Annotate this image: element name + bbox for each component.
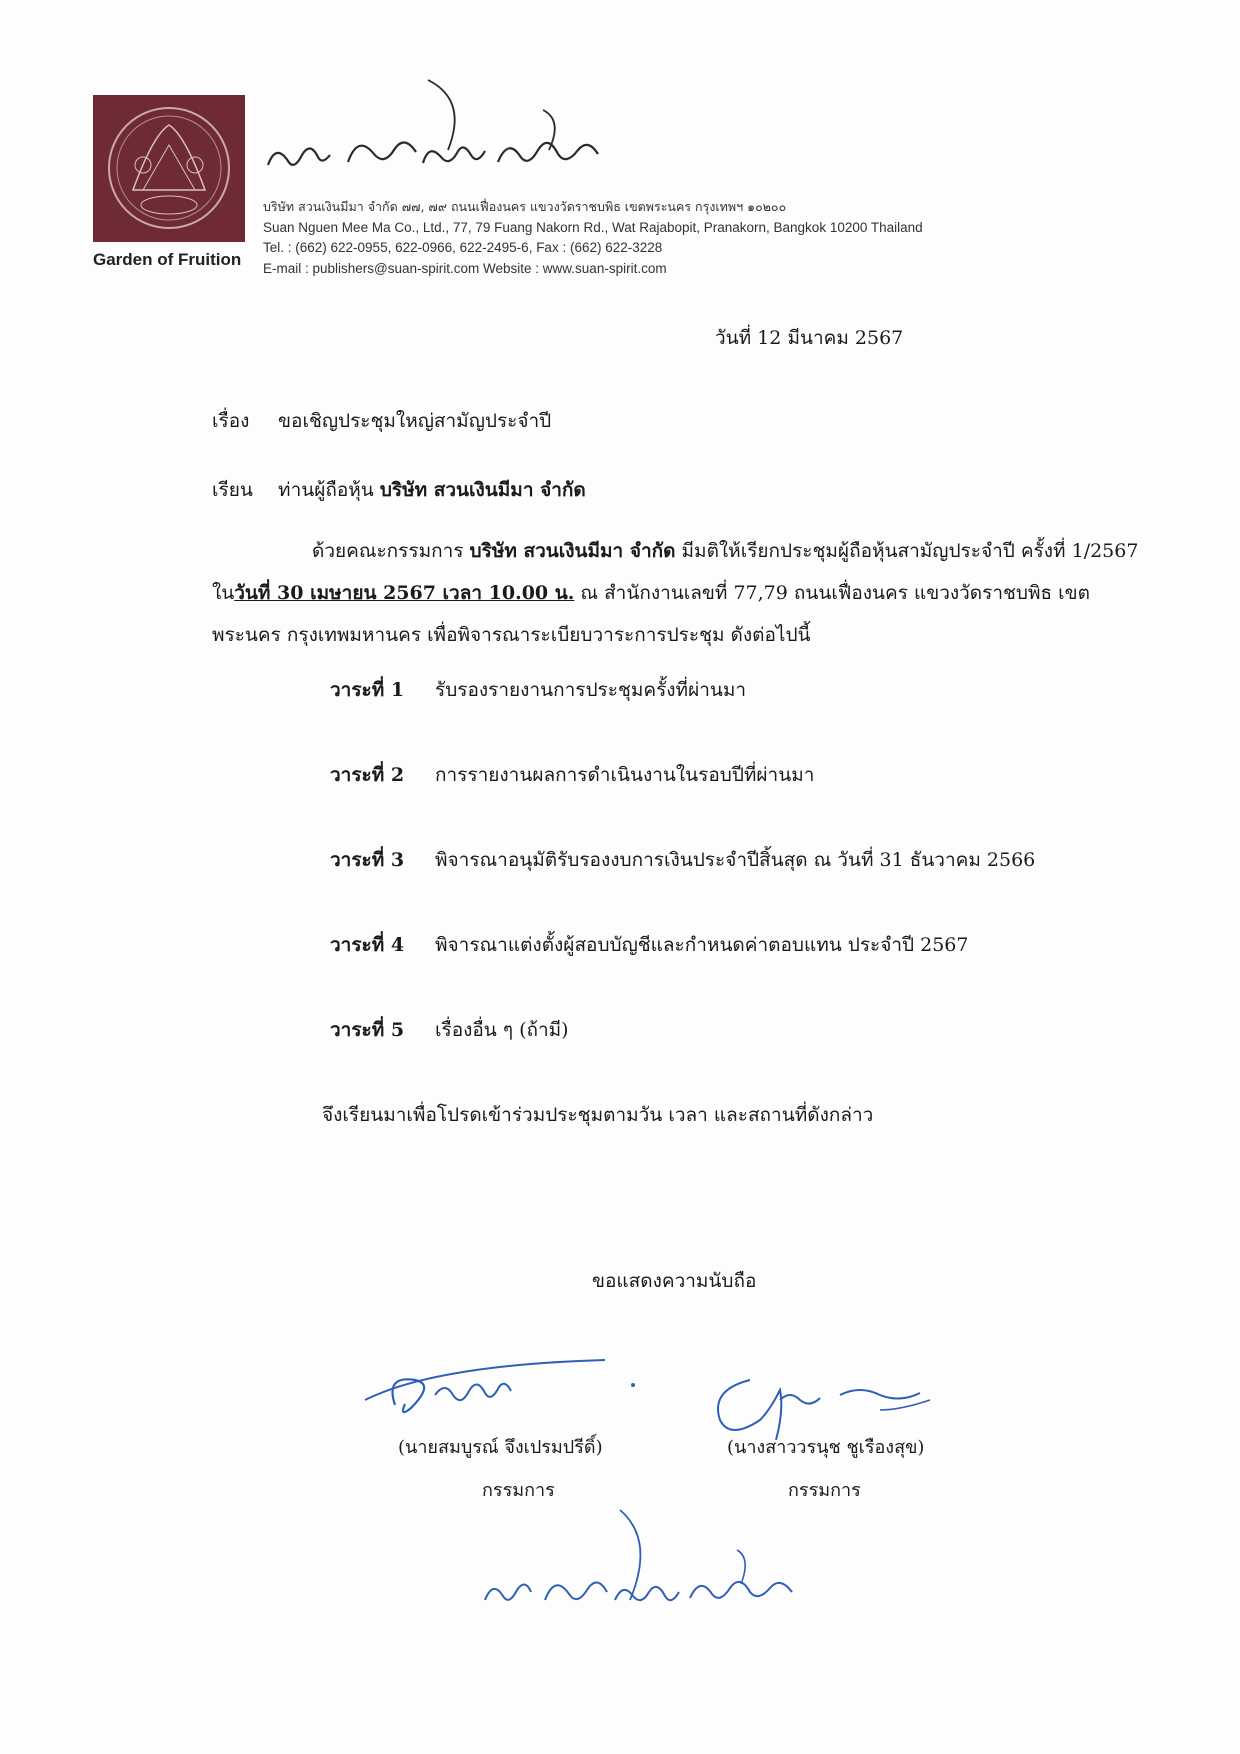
agenda-item-2 — [330, 760, 814, 790]
salutation-company: บริษัท สวนเงินมีมา จำกัด — [379, 479, 586, 501]
address-thai: บริษัท สวนเงินมีมา จำกัด ๗๗, ๗๙ ถนนเฟื่องนคร แขวงวัดราชบพิธ เขตพระนคร กรุงเทพฯ ๑๐๒๐๐ — [263, 199, 787, 214]
agenda-text: เรื่องอื่น ๆ (ถ้ามี) — [435, 1019, 569, 1041]
agenda-text: พิจารณาแต่งตั้งผู้สอบบัญชีและกำหนดค่าตอบแทน ประจำปี 2567 — [435, 934, 969, 956]
body-paragraph — [212, 530, 1142, 656]
body-resolution: มีมติให้เรียกประชุมผู้ถือหุ้นสามัญประจำปี ครั้งที่ 1/2567 ใน — [212, 540, 1139, 604]
agenda-item-4 — [330, 930, 968, 960]
agenda-item-5 — [330, 1015, 569, 1045]
subject-text: ขอเชิญประชุมใหญ่สามัญประจำปี — [278, 410, 552, 432]
subject-label: เรื่อง — [212, 410, 250, 432]
letterhead-contact — [263, 197, 923, 279]
agenda-number: วาระที่ 2 — [330, 764, 405, 786]
meeting-datetime: วันที่ 30 เมษายน 2567 เวลา 10.00 น. — [234, 582, 575, 604]
body-location: ณ สำนักงานเลขที่ 77,79 ถนนเฟื่องนคร แขวงวัดราชบพิธ เขตพระนคร กรุงเทพมหานคร เพื่อพิจารณาระเบียบวาระการประชุม ดังต่อไปนี้ — [212, 582, 1090, 646]
company-stamp — [475, 1500, 855, 1634]
agenda-item-3 — [330, 845, 1035, 875]
letter-date: วันที่ 12 มีนาคม 2567 — [715, 327, 904, 349]
salutation-text: ท่านผู้ถือหุ้น — [278, 479, 374, 501]
agenda-number: วาระที่ 4 — [330, 934, 405, 956]
subject-line — [212, 406, 551, 436]
agenda-number: วาระที่ 3 — [330, 849, 405, 871]
closing-sentence: จึงเรียนมาเพื่อโปรดเข้าร่วมประชุมตามวัน เวลา และสถานที่ดังกล่าว — [322, 1104, 874, 1126]
signatory-2-title: กรรมการ — [788, 1480, 861, 1501]
company-logo — [93, 95, 245, 242]
agenda-item-1 — [330, 675, 746, 705]
logo-caption: Garden of Fruition — [93, 250, 242, 269]
agenda-number: วาระที่ 5 — [330, 1019, 405, 1041]
body-company: บริษัท สวนเงินมีมา จำกัด — [469, 540, 676, 562]
address-english: Suan Nguen Mee Ma Co., Ltd., 77, 79 Fuang Nakorn Rd., Wat Rajabopit, Pranakorn, Bangkok 10200 Thailand — [263, 219, 923, 235]
agenda-number: วาระที่ 1 — [330, 679, 405, 701]
signatory-1-title: กรรมการ — [482, 1480, 555, 1501]
email-website: E-mail : publishers@suan-spirit.com Website : www.suan-spirit.com — [263, 260, 667, 276]
agenda-text: พิจารณาอนุมัติรับรองงบการเงินประจำปีสิ้นสุด ณ วันที่ 31 ธันวาคม 2566 — [435, 849, 1036, 871]
company-script-logo — [258, 70, 678, 194]
signature-1 — [355, 1345, 655, 1429]
signatory-2-name: (นางสาววรนุช ชูเรืองสุข) — [727, 1437, 925, 1458]
closing-regards: ขอแสดงความนับถือ — [592, 1270, 757, 1292]
salutation-line — [212, 475, 586, 505]
signatory-1-name: (นายสมบูรณ์ จึงเปรมปรีดิ์) — [398, 1437, 603, 1458]
agenda-text: รับรองรายงานการประชุมครั้งที่ผ่านมา — [435, 679, 747, 701]
salutation-label: เรียน — [212, 479, 253, 501]
phone-fax: Tel. : (662) 622-0955, 622-0966, 622-2495-6, Fax : (662) 622-3228 — [263, 240, 663, 255]
agenda-text: การรายงานผลการดำเนินงานในรอบปีที่ผ่านมา — [435, 764, 815, 786]
body-intro: ด้วยคณะกรรมการ — [312, 540, 464, 562]
